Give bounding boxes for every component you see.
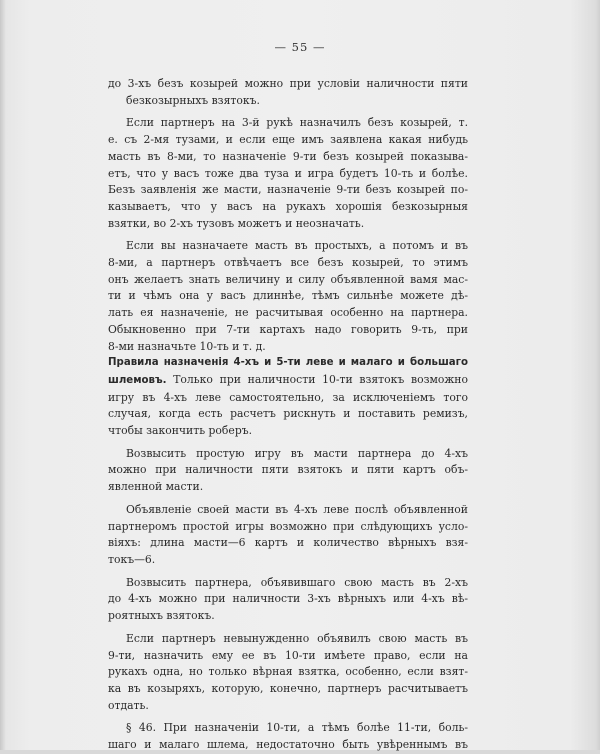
- text-line: онъ желаетъ знать величину и силу объявленной вамя мас-: [108, 272, 468, 286]
- text-line: ка въ козыряхъ, которую, конечно, партнеръ расчитываетъ: [108, 681, 468, 695]
- paragraph: [108, 631, 468, 715]
- text-line: Возвысить партнера, объявившаго свою масть въ 2-хъ: [126, 575, 468, 589]
- text-line: Обыкновенно при 7-ти картахъ надо говорить 9-ть, при: [108, 322, 468, 336]
- text-line: Возвысить простую игру въ масти партнера до 4-хъ: [126, 446, 468, 460]
- text-line: отдать.: [108, 698, 149, 712]
- text-line: до 4-хъ можно при наличности 3-хъ вѣрныхъ или 4-хъ вѣ-: [108, 592, 468, 606]
- text-line: лать ея назначеніе, не расчитывая особенно на партнера.: [108, 306, 468, 320]
- text-line: масть въ 8-ми, то назначеніе 9-ти безъ козырей показыва-: [108, 149, 468, 163]
- paragraph: [108, 115, 468, 232]
- paragraph: [108, 76, 468, 109]
- text-line: Объявленіе своей масти въ 4-хъ леве послѣ объявленной: [126, 502, 468, 516]
- text-line: 8-ми, а партнеръ отвѣчаетъ все безъ козырей, то этимъ: [108, 256, 468, 270]
- text-line: случая, когда есть расчетъ рискнуть и поставить ремизъ,: [108, 407, 468, 421]
- paragraph: [108, 238, 468, 355]
- text-run: Только при наличности 10-ти взятокъ возможно: [166, 372, 468, 386]
- text-line: віяхъ: длина масти—6 картъ и количество вѣрныхъ взя-: [108, 536, 468, 550]
- text-line: Если партнеръ невынужденно объявилъ свою масть въ: [126, 631, 468, 645]
- text-line: ти и чѣмъ она у васъ длиннѣе, тѣмъ сильнѣе можете дѣ-: [108, 289, 468, 303]
- text-line: токъ—6.: [108, 552, 156, 566]
- paragraph: [108, 720, 468, 753]
- text-line: 9-ти, назначить ему ее въ 10-ти имѣете право, если на: [108, 648, 468, 662]
- paragraph: [108, 575, 468, 625]
- paragraph: [108, 502, 468, 569]
- text-line: роятныхъ взятокъ.: [108, 609, 215, 623]
- text-line: рукахъ одна, но только вѣрная взятка, особенно, если взят-: [108, 665, 468, 679]
- text-line: чтобы закончить роберъ.: [108, 424, 253, 438]
- page-number: — 55 —: [274, 40, 326, 54]
- text-line: можно при наличности пяти взятокъ и пяти картъ объ-: [108, 463, 468, 477]
- text-line: партнеромъ простой игры возможно при слѣдующихъ усло-: [108, 519, 468, 533]
- text-line: Если партнеръ на 3-й рукѣ назначилъ безъ козырей, т.: [126, 116, 468, 130]
- section-heading: Правила назначенія 4-хъ и 5-ти леве и малаго и большаго: [108, 357, 468, 369]
- paragraph: [108, 446, 468, 496]
- text-line: § 46. При назначеніи 10-ти, а тѣмъ болѣе 11-ти, боль-: [126, 721, 468, 735]
- text-line: безкозырныхъ взятокъ.: [126, 93, 260, 107]
- text-line: взятки, во 2-хъ тузовъ можетъ и неозначать.: [108, 216, 365, 230]
- section-heading-end: шлемовъ.: [108, 374, 167, 386]
- text-line: 8-ми назначьте 10-ть и т. д.: [108, 339, 266, 353]
- text-line: явленной масти.: [108, 480, 204, 494]
- text-line: игру въ 4-хъ леве самостоятельно, за исключеніемъ того: [108, 390, 468, 404]
- text-line: е. съ 2-мя тузами, и если еще имъ заявлена какая нибудь: [108, 133, 468, 147]
- text-line: Если вы назначаете масть въ простыхъ, а потомъ и въ: [126, 239, 468, 253]
- text-line: етъ, что у васъ тоже два туза и игра будетъ 10-ть и болѣе.: [108, 166, 468, 180]
- paragraph-section-heading: [108, 355, 468, 440]
- text-line: Безъ заявленія же масти, назначеніе 9-ти безъ козырей по-: [108, 183, 468, 197]
- text-line: до 3-хъ безъ козырей можно при условіи наличности пяти: [108, 77, 468, 90]
- text-line: шаго и малаго шлема, недостаточно быть увѣреннымъ въ: [108, 738, 468, 752]
- text-line: казываетъ, что у васъ на рукахъ хорошія безкозырныя: [108, 199, 468, 213]
- page-body: [108, 76, 468, 754]
- text-line: [108, 372, 468, 390]
